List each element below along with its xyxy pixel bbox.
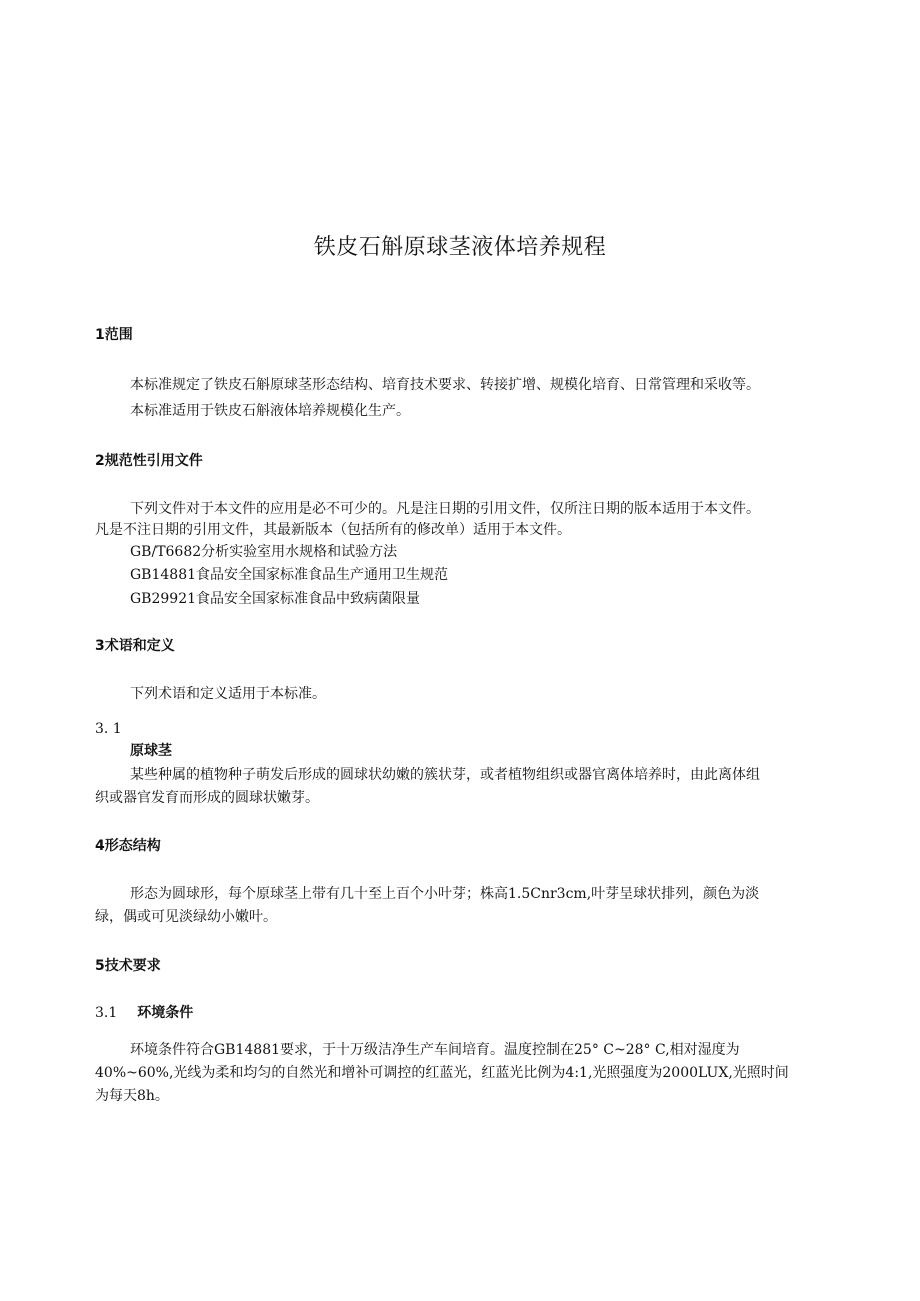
definition-line: 某些种属的植物种子萌发后形成的圆球状幼嫩的簇状芽，或者植物组织或器官离体培养时，由此离体组 (130, 767, 760, 783)
paragraph-line: 凡是不注日期的引用文件，其最新版本（包括所有的修改单）适用于本文件。 (95, 522, 571, 538)
reference-item: GB14881食品安全国家标准食品生产通用卫生规范 (130, 567, 449, 583)
document-title: 铁皮石斛原球茎液体培养规程 (313, 235, 607, 260)
paragraph-line: 本标准规定了铁皮石斛原球茎形态结构、培育技术要求、转接扩增、规模化培育、日常管理和采收等。 (130, 377, 760, 393)
clause-number: 3. 1 (95, 721, 122, 737)
paragraph-line: 形态为圆球形，每个原球茎上带有几十至上百个小叶芽；株高1.5Cnr3cm,叶芽呈球状排列，颜色为淡 (130, 886, 760, 902)
paragraph-line: 40%~60%,光线为柔和均匀的自然光和增补可调控的红蓝光，红蓝光比例为4:1,光照强度为2000LUX,光照时间 (95, 1065, 789, 1081)
section-heading-technical-requirements: 5技术要求 (95, 958, 161, 974)
paragraph-line: 绿，偶或可见淡绿幼小嫩叶。 (95, 909, 277, 925)
subsection-heading (95, 1003, 193, 1023)
paragraph-line: 下列文件对于本文件的应用是必不可少的。凡是注日期的引用文件，仅所注日期的版本适用于本文件。 (130, 501, 760, 517)
section-heading-normative-references: 2规范性引用文件 (95, 453, 203, 469)
paragraph-line: 下列术语和定义适用于本标准。 (130, 686, 326, 702)
paragraph-line: 环境条件符合GB14881要求，于十万级洁净生产车间培育。温度控制在25° C~28° C,相对湿度为 (130, 1042, 740, 1058)
reference-item: GB29921食品安全国家标准食品中致病菌限量 (130, 591, 421, 607)
subsection-title: 环境条件 (137, 1005, 194, 1021)
section-heading-terms: 3术语和定义 (95, 638, 175, 654)
paragraph-line: 为每天8h。 (95, 1088, 169, 1104)
paragraph-line: 本标准适用于铁皮石斛液体培养规模化生产。 (130, 403, 410, 419)
subsection-number: 3.1 (95, 1005, 118, 1021)
section-heading-morphology: 4形态结构 (95, 838, 161, 854)
term-label: 原球茎 (130, 743, 172, 759)
section-heading-scope: 1范围 (95, 327, 133, 343)
reference-item: GB/T6682分析实验室用水规格和试验方法 (130, 544, 398, 560)
definition-line: 织或器官发育而形成的圆球状嫩芽。 (95, 790, 319, 806)
